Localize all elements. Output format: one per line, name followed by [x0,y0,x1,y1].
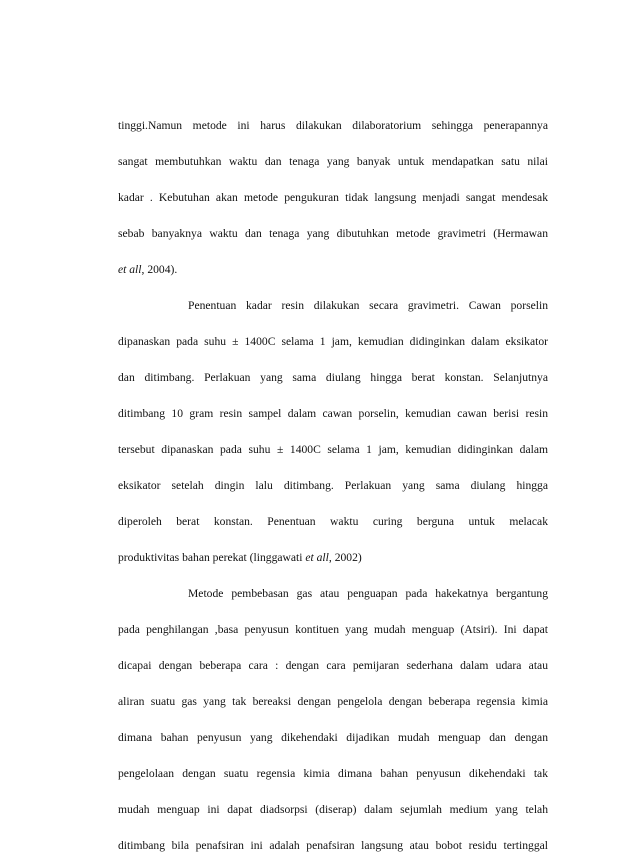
text-line [118,324,548,360]
text-run: , 2002) [328,551,362,564]
text-run: aliran suatu gas yang tak bereaksi dengan pengelola dengan beberapa regensia kimia [118,695,548,708]
text-run: kadar . Kebutuhan akan metode pengukuran tidak langsung menjadi sangat mendesak [118,191,548,204]
document-page [118,108,548,864]
text-line [118,756,548,792]
citation-italic: et all [118,263,142,276]
text-line [118,576,548,612]
text-run: pengelolaan dengan suatu regensia kimia dimana bahan penyusun dikehendaki tak [118,767,548,780]
citation-italic: et all [305,551,329,564]
text-run: tersebut dipanaskan pada suhu ± 1400C selama 1 jam, kemudian didinginkan dalam [118,443,548,456]
text-run: produktivitas bahan perekat (linggawati [118,551,306,564]
text-run: sebab banyaknya waktu dan tenaga yang dibutuhkan metode gravimetri (Hermawan [118,227,548,240]
text-line [118,612,548,648]
paragraph-1 [118,108,548,288]
text-line [118,792,548,828]
text-run: sangat membutuhkan waktu dan tenaga yang banyak untuk mendapatkan satu nilai [118,155,548,168]
text-run: tinggi.Namun metode ini harus dilakukan dilaboratorium sehingga penerapannya [118,119,548,132]
text-line [118,360,548,396]
text-run: dipanaskan pada suhu ± 1400C selama 1 jam, kemudian didinginkan dalam eksikator [118,335,548,348]
text-line [118,504,548,540]
text-line [118,180,548,216]
text-line [118,252,548,288]
text-run: ditimbang bila penafsiran ini adalah penafsiran langsung atau bobot residu tertinggal [118,839,548,852]
text-line [118,432,548,468]
text-run: pada penghilangan ,basa penyusun kontituen yang mudah menguap (Atsiri). Ini dapat [118,623,548,636]
text-line [118,648,548,684]
text-line [118,540,548,576]
text-run: Metode pembebasan gas atau penguapan pada hakekatnya bergantung [188,587,548,600]
text-run: mudah menguap ini dapat diadsorpsi (diserap) dalam sejumlah medium yang telah [118,803,548,816]
text-line [118,684,548,720]
text-run: , 2004). [141,263,178,276]
text-line [118,144,548,180]
paragraph-3 [118,576,548,864]
text-run: ditimbang 10 gram resin sampel dalam cawan porselin, kemudian cawan berisi resin [118,407,548,420]
paragraph-2 [118,288,548,576]
text-line [118,828,548,864]
text-run: diperoleh berat konstan. Penentuan waktu curing berguna untuk melacak [118,515,548,528]
text-run: eksikator setelah dingin lalu ditimbang. Perlakuan yang sama diulang hingga [118,479,548,492]
text-line [118,396,548,432]
text-line [118,468,548,504]
text-run: dan ditimbang. Perlakuan yang sama diulang hingga berat konstan. Selanjutnya [118,371,548,384]
text-line [118,216,548,252]
text-line [118,108,548,144]
text-run: dicapai dengan beberapa cara : dengan cara pemijaran sederhana dalam udara atau [118,659,548,672]
text-line [118,720,548,756]
text-run: dimana bahan penyusun yang dikehendaki dijadikan mudah menguap dan dengan [118,731,548,744]
text-line [118,288,548,324]
text-run: Penentuan kadar resin dilakukan secara gravimetri. Cawan porselin [188,299,548,312]
